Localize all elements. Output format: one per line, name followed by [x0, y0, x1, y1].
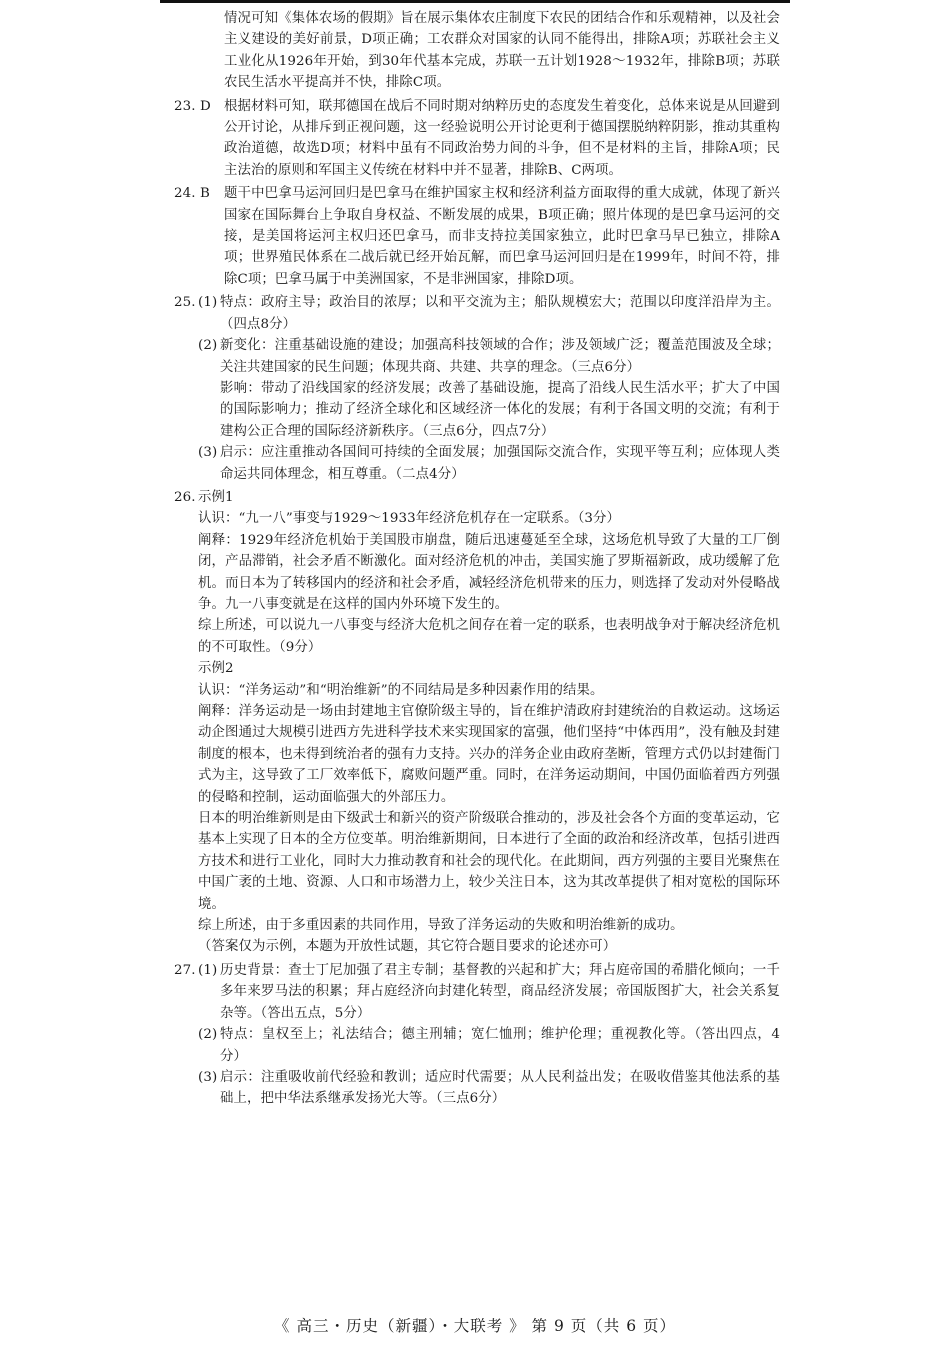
answer-23: [174, 96, 780, 182]
answer-number: 24. B: [174, 186, 210, 202]
example-view: 认识：“九一八”事变与1929～1933年经济危机存在一定联系。（3分）: [198, 511, 621, 527]
sub-label: (1): [198, 962, 218, 978]
sub-answer-1: [198, 960, 780, 1024]
sub-text: 特点：政府主导；政治目的浓厚；以和平交流为主；船队规模宏大；范围以印度洋沿岸为主。（四点8分）: [220, 295, 780, 332]
answer-page: [174, 8, 780, 1110]
sub-answer-2: [198, 335, 780, 442]
example-explanation: 阐释：1929年经济危机始于美国股市崩盘，随后迅速蔓延至全球，这场危机导致了大量的工厂倒闭，产品滞销，社会矛盾不断激化。面对经济危机的冲击，美国实施了罗斯福新政，成功缓解了危机。而日本为了转移国内的经济和社会矛盾，减轻经济危机带来的压力，则选择了发动对外侵略战争。九一八事变就是在这样的国内外环境下发生的。: [198, 532, 780, 612]
q22-continuation: 情况可知《集体农场的假期》旨在展示集体农庄制度下农民的团结合作和乐观精神，以及社会主义建设的美好前景，D项正确；工农群众对国家的认同不能得出，排除A项；苏联社会主义工业化从1926年开始，到30年代基本完成，苏联一五计划1928～1932年，排除B项；苏联农民生活水平提高并不快，排除C项。: [224, 11, 780, 91]
sub-text: 新变化：注重基础设施的建设；加强高科技领域的合作；涉及领域广泛；覆盖范围波及全球；关注共建国家的民生问题；体现共商、共建、共享的理念。（三点6分）: [220, 338, 780, 375]
sub-answer-1: [198, 292, 780, 335]
example-explanation: 阐释：洋务运动是一场由封建地主官僚阶级主导的，旨在维护清政府封建统治的自救运动。这场运动企图通过大规模引进西方先进科学技术来实现国家的富强，他们坚持“中体西用”，没有触及封建制度的根本，也未得到统治者的强有力支持。兴办的洋务企业由政府垄断，管理方式仍以封建衙门式为主，这导致了工厂效率低下，腐败问题严重。同时，在洋务运动期间，中国仍面临着西方列强的侵略和控制，运动面临强大的外部压力。: [198, 704, 780, 805]
answer-number: 26.: [174, 489, 196, 505]
answer-number: 25.: [174, 295, 196, 311]
sub-answer-3: [198, 442, 780, 485]
answer-26: [174, 487, 780, 958]
answer-explanation: 根据材料可知，联邦德国在战后不同时期对纳粹历史的态度发生着变化，总体来说是从回避到公开讨论，从排斥到正视问题，这一经验说明公开讨论更利于德国摆脱纳粹阴影，推动其重构政治道德，故选D项；材料中虽有不同政治势力间的斗争，但不是材料的主旨，排除A项；民主法治的原则和军国主义传统在材料中并不显著，排除B、C两项。: [224, 98, 780, 178]
page-footer: 《 高三・历史（新疆）・大联考 》 第 9 页（共 6 页）: [274, 1317, 676, 1335]
top-border-line: [160, 0, 790, 3]
answer-25: [174, 292, 780, 485]
answer-24: [174, 183, 780, 290]
sub-text: 影响：带动了沿线国家的经济发展；改善了基础设施，提高了沿线人民生活水平；扩大了中国的国际影响力；推动了经济全球化和区域经济一体化的发展；有利于各国文明的交流；有利于建构公正合理的国际经济新秩序。（三点6分，四点7分）: [220, 380, 780, 439]
sub-text: 启示：应注重推动各国间可持续的全面发展；加强国际交流合作，实现平等互利；应体现人类命运共同体理念，相互尊重。（二点4分）: [220, 445, 780, 482]
sub-label: (2): [198, 338, 218, 354]
sub-text: 特点：皇权至上；礼法结合；德主刑辅；宽仁恤刑；维护伦理；重视教化等。（答出四点，4分）: [220, 1027, 780, 1064]
example-conclusion: 综上所述，可以说九一八事变与经济大危机之间存在着一定的联系，也表明战争对于解决经济危机的不可取性。（9分）: [198, 618, 780, 655]
sub-label: (3): [198, 445, 218, 461]
sub-label: (2): [198, 1027, 218, 1043]
answer-note: （答案仅为示例，本题为开放性试题，其它符合题目要求的论述亦可）: [198, 939, 617, 955]
example-conclusion: 综上所述，由于多重因素的共同作用，导致了洋务运动的失败和明治维新的成功。: [198, 918, 684, 934]
answer-number: 23. D: [174, 98, 211, 114]
example-explanation-meiji: 日本的明治维新则是由下级武士和新兴的资产阶级联合推动的，涉及社会各个方面的变革运动，它基本上实现了日本的全方位变革。明治维新期间，日本进行了全面的政治和经济改革，包括引进西方技术和进行工业化，同时大力推动教育和社会的现代化。在此期间，西方列强的主要目光聚焦在中国广袤的土地、资源、人口和市场潜力上，较少关注日本，这为其改革提供了相对宽松的国际环境。: [198, 811, 780, 912]
example-view: 认识：“洋务运动”和“明治维新”的不同结局是多种因素作用的结果。: [198, 682, 604, 698]
sub-text: 历史背景：查士丁尼加强了君主专制；基督教的兴起和扩大；拜占庭帝国的希腊化倾向；一千多年来罗马法的积累；拜占庭经济向封建化转型，商品经济发展；帝国版图扩大，社会关系复杂等。（答出五点，5分）: [220, 962, 780, 1021]
answer-27: [174, 960, 780, 1110]
example-title: 示例1: [198, 489, 234, 505]
sub-label: (3): [198, 1069, 218, 1085]
example-title: 示例2: [198, 661, 234, 677]
sub-label: (1): [198, 295, 218, 311]
sub-answer-3: [198, 1067, 780, 1110]
answer-number: 27.: [174, 962, 196, 978]
answer-explanation: 题干中巴拿马运河回归是巴拿马在维护国家主权和经济利益方面取得的重大成就，体现了新兴国家在国际舞台上争取自身权益、不断发展的成果，B项正确；照片体现的是巴拿马运河的交接，是美国将运河主权归还巴拿马，而非支持拉美国家独立，此时巴拿马早已独立，排除A项；世界殖民体系在二战后就已经开始瓦解，而巴拿马运河回归是在1999年，时间不符，排除C项；巴拿马属于中美洲国家，不是非洲国家，排除D项。: [224, 186, 780, 287]
sub-text: 启示：注重吸收前代经验和教训；适应时代需要；从人民利益出发；在吸收借鉴其他法系的基础上，把中华法系继承发扬光大等。（三点6分）: [220, 1069, 780, 1107]
sub-answer-2: [198, 1024, 780, 1067]
